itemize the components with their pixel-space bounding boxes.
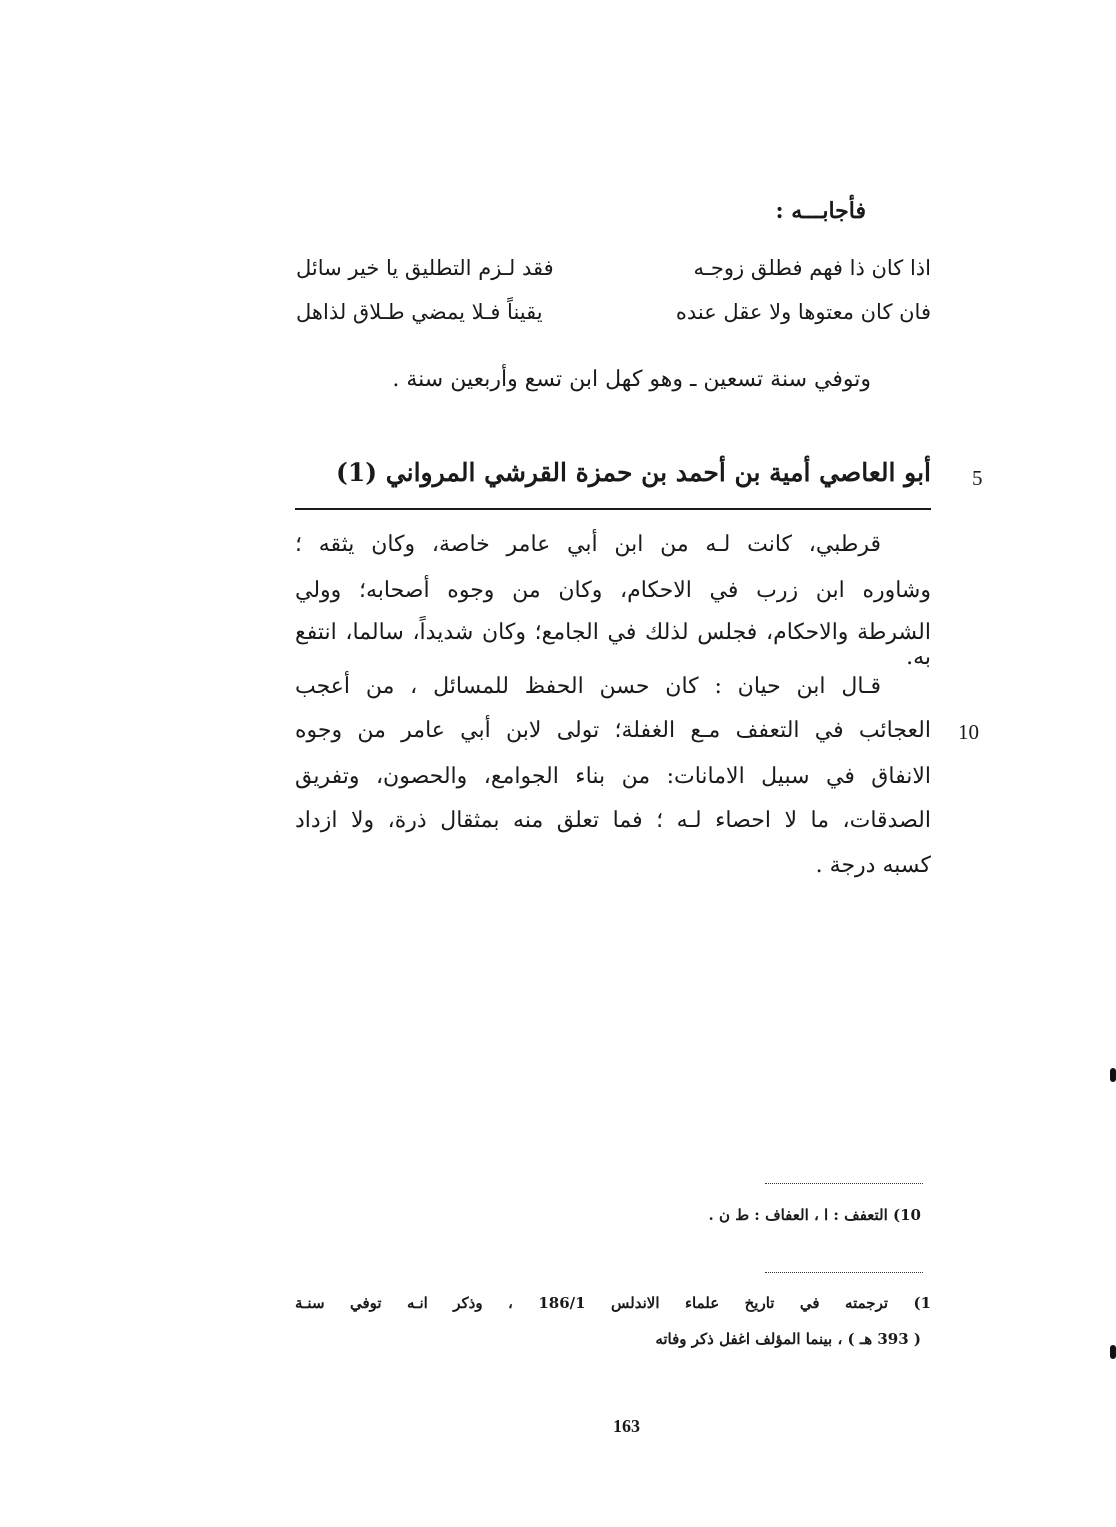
entry-title: أبو العاصي أمية بن أحمد بن حمزة القرشي المرواني (1) bbox=[336, 458, 931, 487]
variant-footnote: 10) التعفف : ا ، العفاف : ط ن . bbox=[708, 1206, 921, 1224]
body-line-7: الصدقات، ما لا احصاء لـه ؛ فما تعلق منه بمثقال ذرة، ولا ازداد bbox=[295, 808, 931, 833]
verse-intro: فأجابـــه : bbox=[775, 198, 866, 224]
page-number: 163 bbox=[613, 1416, 640, 1436]
verse-line-2 bbox=[296, 300, 931, 324]
body-line-5: العجائب في التعفف مـع الغفلة؛ تولى لابن أبي عامر من وجوه bbox=[295, 718, 931, 743]
source-footnote-line-1: 1) ترجمته في تاريخ علماء الاندلس 186/1 ، وذكر انـه توفي سنـة bbox=[295, 1294, 932, 1312]
body-line-1: قرطبي، كانت لـه من ابن أبي عامر خاصة، وكان يثقه ؛ bbox=[295, 532, 881, 557]
verse-2-first-hemistich: فان كان معتوها ولا عقل عنده bbox=[675, 300, 931, 324]
margin-line-number: 10 bbox=[958, 720, 979, 744]
body-line-3: الشرطة والاحكام، فجلس لذلك في الجامع؛ وكان شديداً، سالما، انتفع به. bbox=[295, 620, 931, 670]
footnote-divider-1 bbox=[765, 1183, 923, 1184]
body-line-4: قـال ابن حيان : كان حسن الحفظ للمسائل ، من أعجب bbox=[295, 674, 881, 699]
body-line-6: الانفاق في سبيل الامانات: من بناء الجوامع، والحصون، وتفريق bbox=[295, 764, 931, 789]
death-note-line: وتوفي سنة تسعين ـ وهو كهل ابن تسع وأربعين سنة . bbox=[392, 367, 871, 392]
source-footnote-line-2: ( 393 هـ ) ، بينما المؤلف اغفل ذكر وفاته bbox=[655, 1330, 921, 1348]
entry-number: 5 bbox=[972, 466, 983, 490]
body-line-2: وشاوره ابن زرب في الاحكام، وكان من وجوه أصحابه؛ وولي bbox=[295, 578, 931, 603]
footnote-divider-2 bbox=[765, 1272, 923, 1273]
body-line-8: كسبه درجة . bbox=[815, 853, 931, 878]
title-underline bbox=[295, 508, 931, 510]
scan-edge-mark bbox=[1110, 1345, 1116, 1359]
verse-line-1 bbox=[296, 256, 931, 280]
verse-1-second-hemistich: فقد لـزم التطليق يا خير سائل bbox=[296, 256, 554, 280]
verse-2-second-hemistich: يقيناً فـلا يمضي طـلاق لذاهل bbox=[296, 300, 543, 324]
scan-edge-mark bbox=[1110, 1068, 1116, 1082]
verse-1-first-hemistich: اذا كان ذا فهم فطلق زوجـه bbox=[693, 256, 931, 280]
